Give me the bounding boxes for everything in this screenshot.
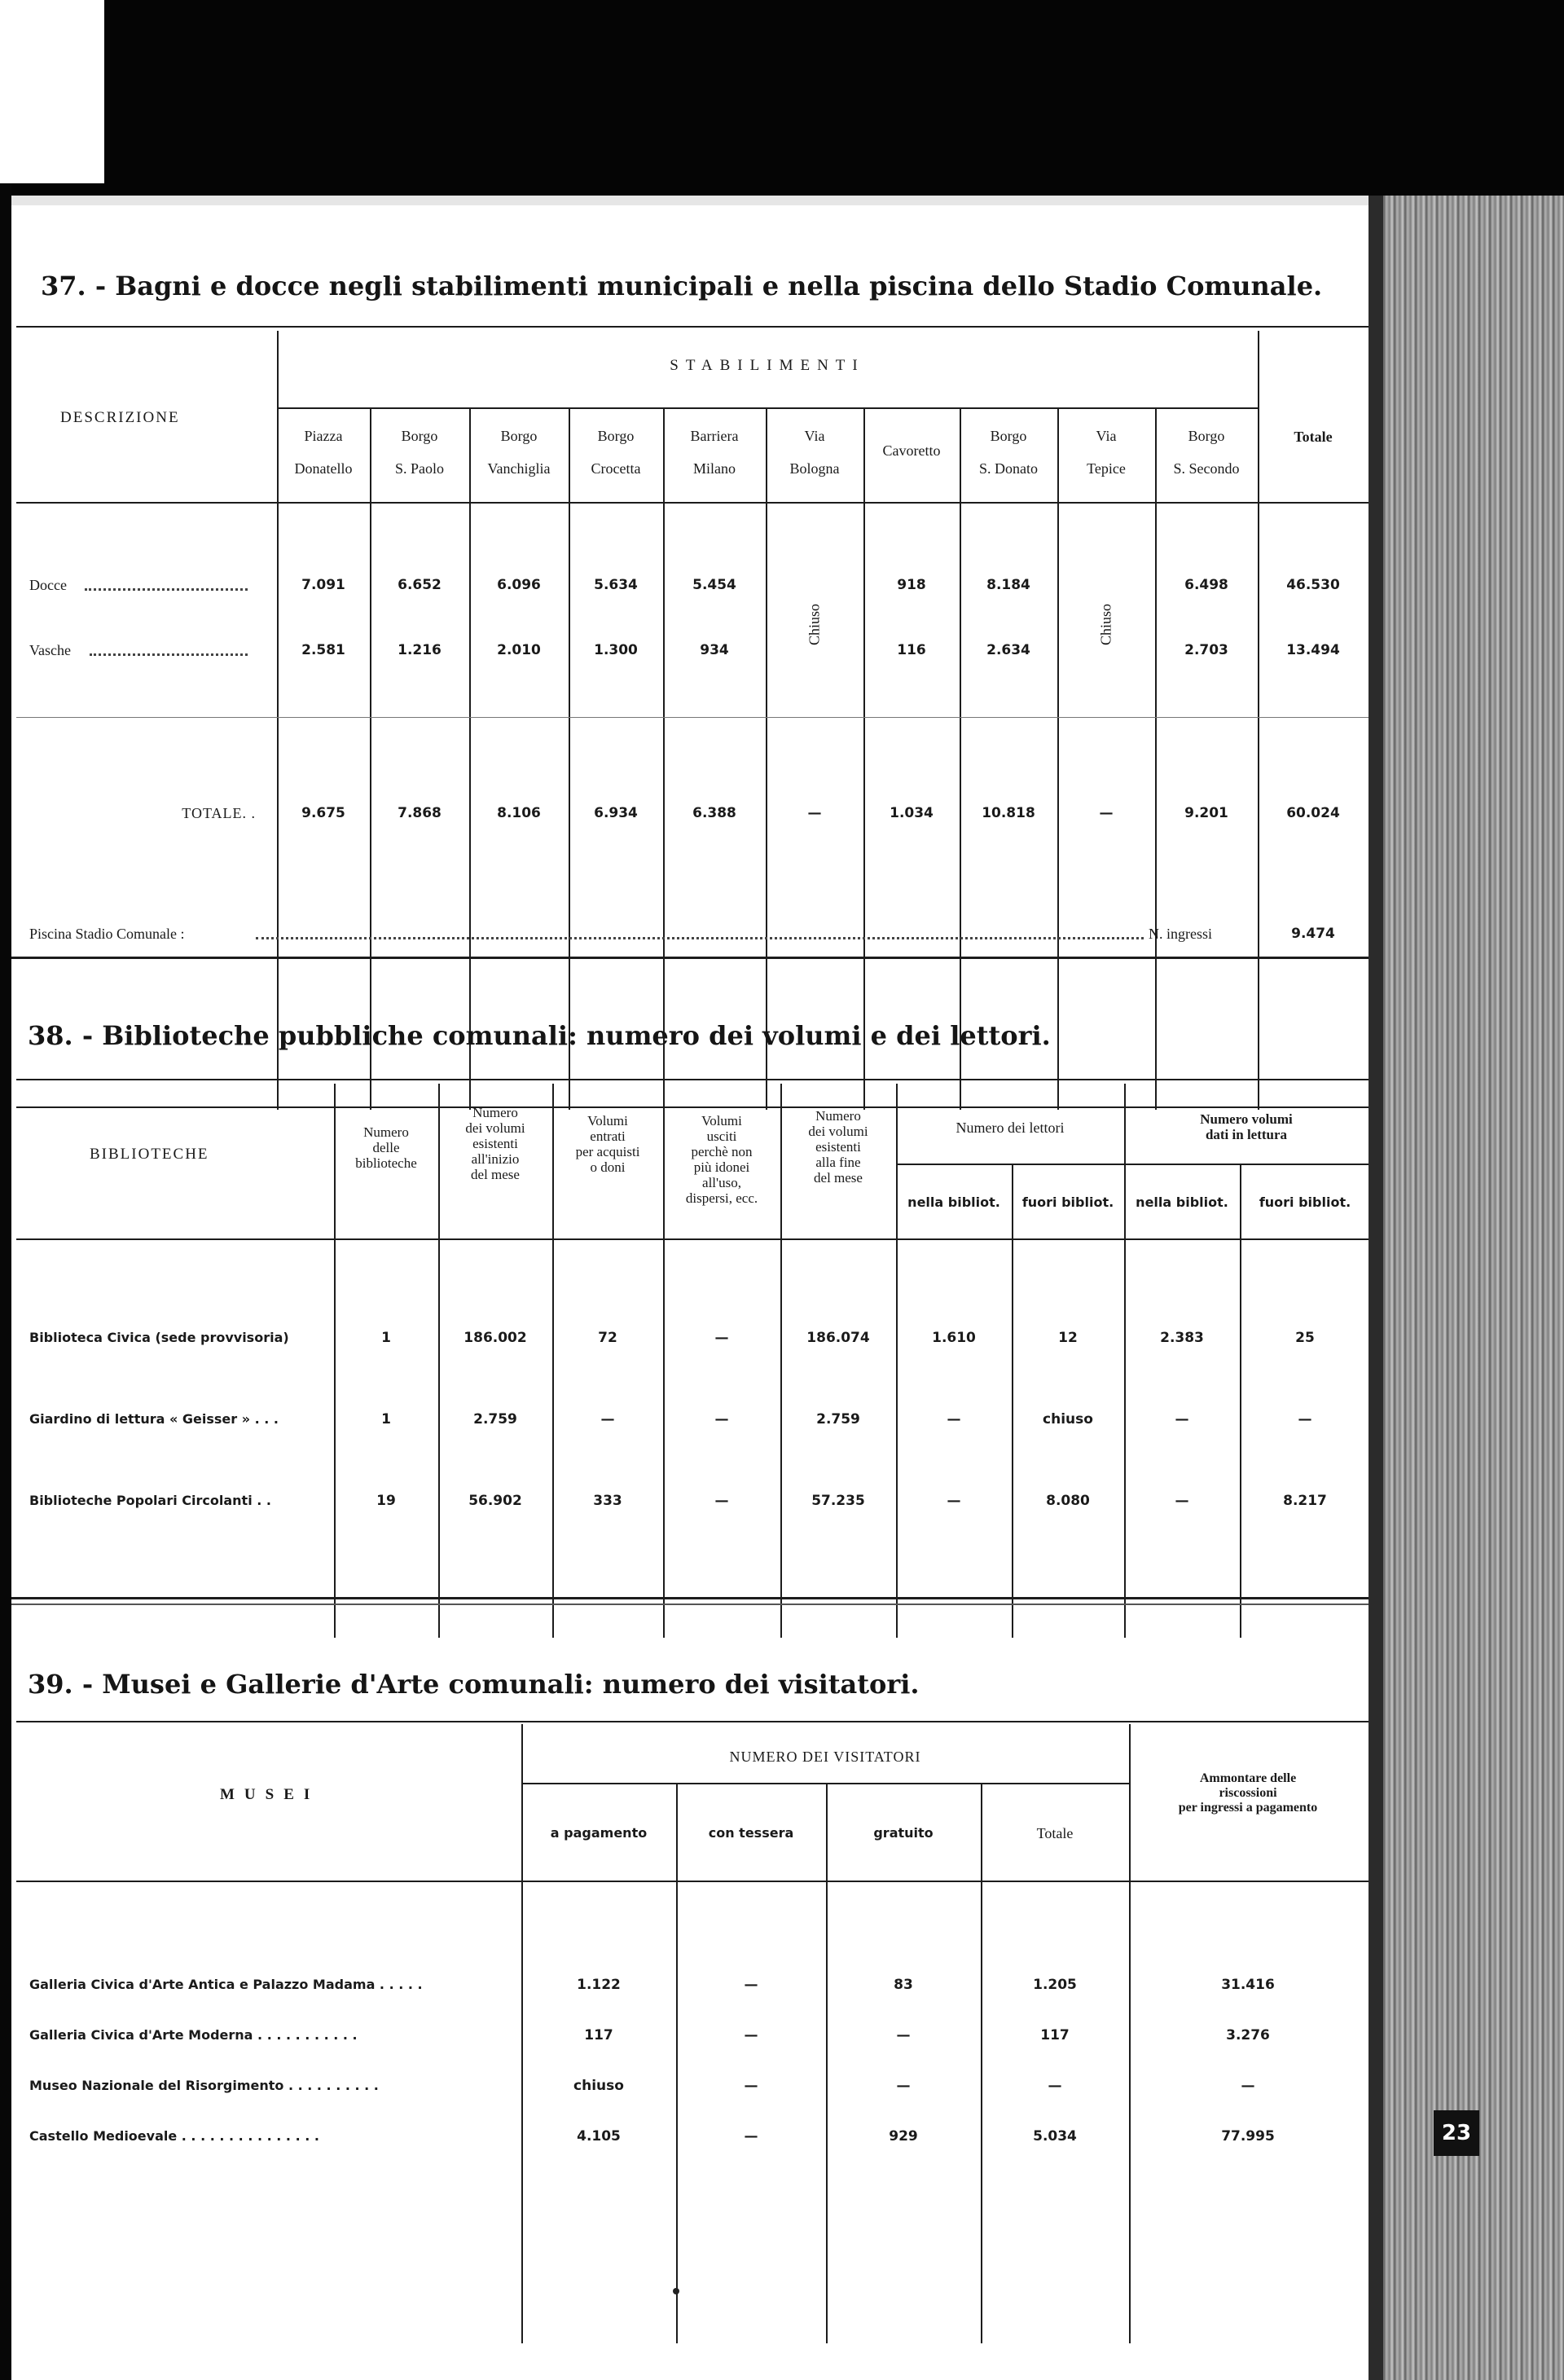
vline — [469, 409, 471, 1110]
col-header-piazza-donatello: Piazza Donatello — [294, 428, 353, 477]
hline — [521, 1783, 1129, 1784]
page-number: 23 — [1434, 2110, 1479, 2156]
book-gutter-shadow — [1368, 196, 1383, 2380]
table-cell: 8.106 — [497, 805, 541, 821]
table-cell: 6.652 — [398, 577, 442, 593]
vline — [334, 1084, 336, 1638]
table-cell: 1.300 — [594, 642, 638, 658]
table-cell: — — [600, 1411, 615, 1428]
col-header-via-bologna: Via Bologna — [789, 428, 840, 477]
table-cell: 186.002 — [463, 1330, 527, 1346]
table-cell-total: 46.530 — [1286, 577, 1340, 593]
hline — [16, 502, 1368, 504]
bib-header-readers-in: nella bibliot. — [907, 1194, 1000, 1210]
bib-header-vol-out: Volumi usciti perchè non più idonei all'uso, dispersi, ecc. — [685, 1113, 758, 1206]
table-cell: — — [1298, 1411, 1312, 1428]
table-cell: — — [1175, 1493, 1189, 1509]
col-header-borgo-s-secondo: Borgo S. Secondo — [1173, 428, 1240, 477]
vline — [521, 1724, 523, 2343]
vline — [438, 1084, 440, 1638]
table-cell: 1.610 — [932, 1330, 976, 1346]
bib-header-loans-in: nella bibliot. — [1136, 1194, 1228, 1210]
table-cell: 2.759 — [473, 1411, 517, 1428]
col-header-borgo-crocetta: Borgo Crocetta — [591, 428, 641, 477]
table-cell: 31.416 — [1221, 1977, 1275, 1993]
vline — [663, 409, 665, 1110]
table-cell: — — [1048, 2078, 1062, 2094]
chiuso-via-bologna: Chiuso — [806, 604, 823, 646]
table-cell: 57.235 — [811, 1493, 865, 1509]
table-cell: 8.184 — [986, 577, 1030, 593]
musei-header-name: MUSEI — [220, 1786, 320, 1803]
table-cell: — — [744, 2128, 758, 2145]
table-cell: 1 — [381, 1411, 391, 1428]
section-39-title: 39. - Musei e Gallerie d'Arte comunali: numero dei visitatori. — [28, 1669, 920, 1700]
stabilimenti-header: STABILIMENTI — [670, 357, 865, 374]
hline — [16, 717, 1368, 718]
section-38-top-rule — [16, 1079, 1368, 1080]
book-page-edges — [1368, 196, 1564, 2380]
section-37-bottom-rule — [11, 957, 1368, 959]
table-cell: 5.454 — [692, 577, 736, 593]
vline — [552, 1084, 554, 1638]
bib-row-name: Giardino di lettura « Geisser » . . . — [29, 1411, 279, 1427]
table-cell-total: 13.494 — [1286, 642, 1340, 658]
table-cell: 5.634 — [594, 577, 638, 593]
table-cell: 8.217 — [1283, 1493, 1327, 1509]
musei-header-col: Totale — [1036, 1825, 1074, 1841]
section-39-top-rule — [16, 1721, 1368, 1722]
musei-header-col: con tessera — [708, 1825, 794, 1841]
table-cell: 117 — [584, 2027, 613, 2043]
table-cell: 77.995 — [1221, 2128, 1275, 2145]
section-37-title: 37. - Bagni e docce negli stabilimenti municipali e nella piscina dello Stadio Comunale. — [41, 271, 1323, 301]
document-page — [11, 196, 1368, 2380]
musei-header-amount: Ammontare delle riscossioni per ingressi a pagamento — [1178, 1771, 1318, 1815]
table-cell: 25 — [1295, 1330, 1315, 1346]
musei-row-name: Castello Medioevale . . . . . . . . . . . . . . . — [29, 2128, 319, 2144]
section-38-bottom-rule-2 — [11, 1604, 1368, 1605]
vline — [1057, 409, 1059, 1110]
musei-row-name: Galleria Civica d'Arte Moderna . . . . . . . . . . . — [29, 2027, 358, 2043]
bib-header-readers-out: fuori bibliot. — [1021, 1194, 1114, 1210]
row-label-totale: TOTALE. . — [182, 805, 256, 821]
table-cell: 918 — [897, 577, 926, 593]
piscina-unit: N. ingressi — [1149, 926, 1212, 942]
bib-row-name: Biblioteca Civica (sede provvisoria) — [29, 1330, 289, 1345]
table-cell: 12 — [1058, 1330, 1078, 1346]
descr-header: DESCRIZIONE — [60, 409, 180, 426]
hline — [277, 407, 1258, 409]
leader-dots — [90, 653, 248, 656]
table-cell: chiuso — [573, 2078, 624, 2094]
table-cell: — — [896, 2027, 911, 2043]
col-header-borgo-s-donato: Borgo S. Donato — [979, 428, 1038, 477]
table-cell: 2.759 — [816, 1411, 860, 1428]
piscina-label: Piscina Stadio Comunale : — [29, 926, 185, 942]
table-cell: 1 — [381, 1330, 391, 1346]
table-cell: — — [896, 2078, 911, 2094]
table-cell: 6.934 — [594, 805, 638, 821]
table-cell: 3.276 — [1226, 2027, 1270, 2043]
musei-row-name: Museo Nazionale del Risorgimento . . . . . . . . . . — [29, 2078, 379, 2093]
table-cell: 2.010 — [497, 642, 541, 658]
table-cell: 929 — [889, 2128, 918, 2145]
table-cell: 117 — [1040, 2027, 1070, 2043]
row-label-docce: Docce — [29, 577, 67, 593]
row-label-vasche: Vasche — [29, 642, 71, 658]
col-header-cavoretto: Cavoretto — [882, 442, 941, 459]
vline — [277, 331, 279, 1110]
hline — [16, 1238, 1368, 1240]
table-cell: — — [714, 1330, 729, 1346]
vline — [766, 409, 767, 1110]
scan-paper-tab — [0, 0, 104, 183]
bib-header-vol-in: Volumi entrati per acquisti o doni — [575, 1113, 640, 1175]
table-cell: 1.122 — [577, 1977, 621, 1993]
table-cell: — — [807, 805, 822, 821]
vline — [569, 409, 570, 1110]
table-cell: 9.201 — [1184, 805, 1228, 821]
vline — [826, 1784, 828, 2343]
table-cell: 19 — [376, 1493, 396, 1509]
col-header-borgo-vanchiglia: Borgo Vanchiglia — [487, 428, 551, 477]
section-38-bottom-rule — [11, 1597, 1368, 1599]
table-cell: — — [947, 1411, 961, 1428]
section-38-title: 38. - Biblioteche pubbliche comunali: numero dei volumi e dei lettori. — [28, 1020, 1051, 1051]
vline — [1012, 1165, 1013, 1638]
leader-dots — [85, 588, 248, 591]
table-cell: 2.703 — [1184, 642, 1228, 658]
table-cell: — — [947, 1493, 961, 1509]
table-cell-total: 60.024 — [1286, 805, 1340, 821]
bib-row-name: Biblioteche Popolari Circolanti . . — [29, 1493, 271, 1508]
vline — [1240, 1165, 1241, 1638]
musei-header-group: NUMERO DEI VISITATORI — [729, 1749, 921, 1765]
table-cell: 333 — [593, 1493, 622, 1509]
bib-header-readers: Numero dei lettori — [956, 1120, 1065, 1136]
col-header-borgo-s-paolo: Borgo S. Paolo — [394, 428, 445, 477]
table-cell: — — [744, 2027, 758, 2043]
musei-header-col: a pagamento — [550, 1825, 648, 1841]
table-cell: 2.581 — [301, 642, 345, 658]
table-cell: 56.902 — [468, 1493, 522, 1509]
table-cell: 8.080 — [1046, 1493, 1090, 1509]
table-cell: 6.096 — [497, 577, 541, 593]
table-cell: 4.105 — [577, 2128, 621, 2145]
scan-dark-border-top — [0, 0, 1564, 196]
table-cell: 116 — [897, 642, 926, 658]
vline — [896, 1084, 898, 1638]
table-cell: 9.675 — [301, 805, 345, 821]
table-cell: 2.383 — [1160, 1330, 1204, 1346]
table-cell: 72 — [598, 1330, 617, 1346]
bib-header-vol-end: Numero dei volumi esistenti alla fine del mese — [808, 1108, 868, 1186]
vline — [1258, 331, 1259, 1110]
vline — [780, 1084, 782, 1638]
bib-header-loans: Numero volumi dati in lettura — [1200, 1111, 1293, 1142]
table-cell: 2.634 — [986, 642, 1030, 658]
vline — [1129, 1724, 1131, 2343]
vline — [1155, 409, 1157, 1110]
table-cell: 1.216 — [398, 642, 442, 658]
table-cell: 5.034 — [1033, 2128, 1077, 2145]
table-cell: — — [714, 1411, 729, 1428]
table-cell: — — [1175, 1411, 1189, 1428]
vline — [960, 409, 961, 1110]
table-cell: chiuso — [1043, 1411, 1093, 1428]
hline — [16, 1881, 1368, 1882]
scan-dark-border-left — [0, 183, 11, 2380]
musei-row-name: Galleria Civica d'Arte Antica e Palazzo Madama . . . . . — [29, 1977, 423, 1992]
vline — [663, 1084, 665, 1638]
table-cell: 7.091 — [301, 577, 345, 593]
col-header-via-tepice: Via Tepice — [1087, 428, 1126, 477]
table-cell: 7.868 — [398, 805, 442, 821]
total-header: Totale — [1294, 429, 1333, 445]
vline — [370, 409, 371, 1110]
table-cell: 6.498 — [1184, 577, 1228, 593]
bib-header-num: Numero delle biblioteche — [355, 1124, 417, 1171]
table-cell: — — [714, 1493, 729, 1509]
leader-dots — [256, 937, 1144, 939]
ink-speck — [673, 2288, 679, 2294]
table-cell: 10.818 — [982, 805, 1035, 821]
piscina-value: 9.474 — [1291, 926, 1335, 942]
hline — [16, 1106, 1368, 1108]
vline — [1124, 1084, 1126, 1638]
table-cell: 1.034 — [890, 805, 934, 821]
bib-header-loans-out: fuori bibliot. — [1259, 1194, 1351, 1210]
musei-header-col: gratuito — [873, 1825, 934, 1841]
bib-header-name: BIBLIOTECHE — [90, 1146, 209, 1163]
vline — [981, 1784, 982, 2343]
vline — [863, 409, 865, 1110]
table-cell: — — [1099, 805, 1114, 821]
hline — [896, 1164, 1368, 1165]
table-cell: 186.074 — [806, 1330, 870, 1346]
table-cell: — — [1241, 2078, 1255, 2094]
bib-header-vol-start: Numero dei volumi esistenti all'inizio del mese — [465, 1105, 525, 1182]
section-37-top-rule — [16, 326, 1368, 328]
table-cell: — — [744, 1977, 758, 1993]
table-cell: 934 — [700, 642, 729, 658]
chiuso-via-tepice: Chiuso — [1097, 604, 1114, 646]
table-cell: 1.205 — [1033, 1977, 1077, 1993]
table-cell: 6.388 — [692, 805, 736, 821]
table-cell: — — [744, 2078, 758, 2094]
col-header-barriera-milano: Barriera Milano — [690, 428, 739, 477]
table-cell: 83 — [894, 1977, 913, 1993]
vline — [676, 1784, 678, 2343]
